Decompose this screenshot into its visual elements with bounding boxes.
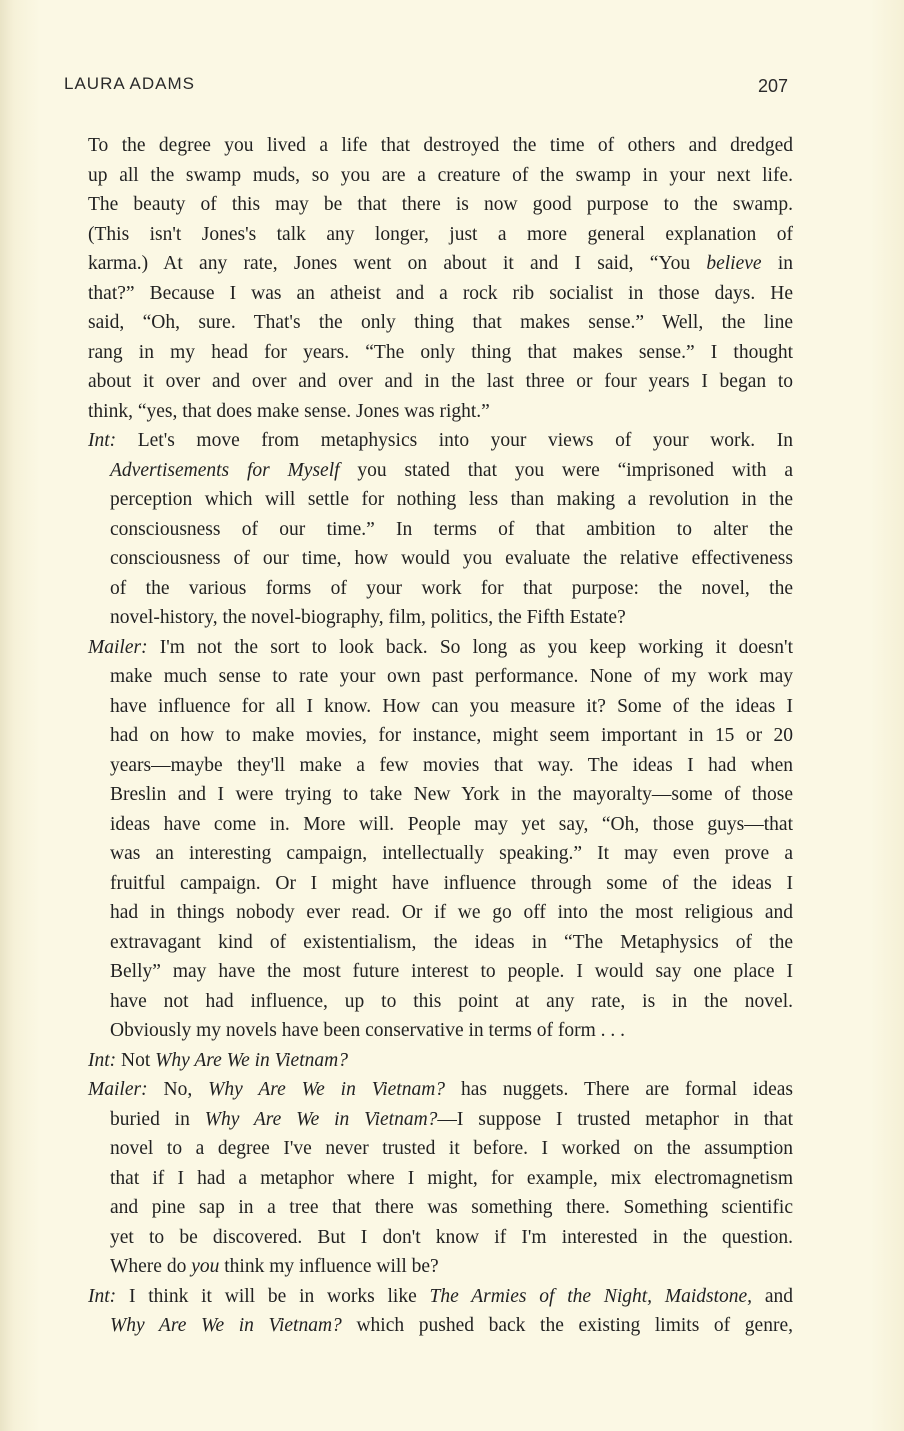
text-segment: The beauty of this may be that there is now good purpose to the swamp. — [88, 194, 793, 215]
italic-text: believe — [706, 253, 762, 274]
text-line — [88, 839, 793, 869]
text-segment: Obviously my novels have been conservative in terms of form . . . — [110, 1020, 626, 1041]
text-line — [88, 780, 793, 810]
text-line — [88, 928, 793, 958]
text-segment: Let's move from metaphysics into your views of your work. In — [116, 430, 793, 451]
text-segment: years—maybe they'll make a few movies that way. The ideas I had when — [110, 754, 793, 776]
text-segment: had on how to make movies, for instance, might seem important in 15 or 20 — [110, 725, 793, 746]
text-line — [88, 810, 793, 840]
text-line — [88, 456, 793, 486]
text-line — [88, 898, 793, 928]
text-segment: was an interesting campaign, intellectually speaking.” It may even prove a — [110, 843, 793, 864]
italic-text: you — [191, 1256, 220, 1277]
italic-text: Int: — [88, 1049, 117, 1071]
text-segment: Not — [116, 1049, 156, 1071]
text-segment: —I suppose I trusted metaphor in that — [437, 1108, 793, 1130]
text-segment: think, “yes, that does make sense. Jones was right.” — [88, 400, 490, 422]
text-segment: Where do — [110, 1256, 192, 1277]
text-segment: of the various forms of your work for that purpose: the novel, the — [110, 577, 793, 599]
running-head: LAURA ADAMS — [64, 74, 195, 93]
text-segment: Breslin and I were trying to take New York in the mayoralty—some of those — [110, 784, 793, 805]
text-line — [88, 131, 793, 161]
text-segment: No, — [147, 1079, 209, 1100]
text-line — [88, 426, 793, 456]
text-line — [88, 1016, 793, 1046]
text-segment: novel-history, the novel-biography, film, politics, the Fifth Estate? — [110, 607, 626, 628]
text-line — [88, 1282, 793, 1312]
text-line — [88, 574, 793, 604]
text-segment: have influence for all I know. How can you measure it? Some of the ideas I — [110, 695, 793, 717]
text-line — [88, 1075, 793, 1105]
text-line — [88, 279, 793, 309]
page-number: 207 — [758, 76, 789, 96]
text-segment: that if I had a metaphor where I might, for example, mix electromagnetism — [110, 1167, 793, 1189]
text-segment: fruitful campaign. Or I might have influence through some of the ideas I — [110, 872, 793, 894]
text-segment: in — [761, 253, 793, 274]
text-segment: had in things nobody ever read. Or if we go off into the most religious and — [110, 902, 793, 923]
text-segment: you stated that you were “imprisoned with a — [339, 459, 793, 481]
text-line — [88, 1134, 793, 1164]
text-line — [88, 397, 793, 427]
text-line — [88, 515, 793, 545]
text-segment: make much sense to rate your own past performance. None of my work may — [110, 666, 793, 687]
italic-text: Why Are We in Vietnam? — [204, 1108, 438, 1130]
text-segment: said, “Oh, sure. That's the only thing that makes sense.” Well, the line — [88, 312, 793, 333]
italic-text: Why Are We in Vietnam? — [155, 1049, 348, 1071]
text-line — [88, 1193, 793, 1223]
text-segment: ideas have come in. More will. People may yet say, “Oh, those guys—that — [110, 813, 793, 835]
text-segment: think my influence will be? — [219, 1256, 439, 1277]
text-segment: which pushed back the existing limits of genre, — [341, 1315, 793, 1336]
text-segment: have not had influence, up to this point at any rate, is in the novel. — [110, 990, 793, 1012]
text-line — [88, 1252, 793, 1282]
text-line — [88, 603, 793, 633]
text-segment: Belly” may have the most future interest to people. I would say one place I — [110, 961, 793, 982]
italic-text: Why Are We in Vietnam? — [110, 1315, 342, 1336]
italic-text: Mailer: — [88, 636, 148, 658]
text-line — [88, 869, 793, 899]
text-segment: and — [752, 1285, 793, 1307]
text-line — [88, 1164, 793, 1194]
italic-text: Why Are We in Vietnam? — [208, 1079, 446, 1100]
text-line — [88, 1223, 793, 1253]
text-segment: yet to be discovered. But I don't know if I'm interested in the question. — [110, 1226, 793, 1248]
text-segment: extravagant kind of existentialism, the ideas in “The Metaphysics of the — [110, 931, 793, 953]
text-segment: novel to a degree I've never trusted it before. I worked on the assumption — [110, 1138, 793, 1159]
text-segment: perception which will settle for nothing less than making a revolution in the — [110, 489, 793, 510]
page-body — [88, 131, 793, 1341]
text-line — [88, 692, 793, 722]
text-line — [88, 633, 793, 663]
italic-text: The Armies of the Night, Maidstone, — [429, 1285, 753, 1307]
text-line — [88, 220, 793, 250]
text-line — [88, 721, 793, 751]
text-segment: that?” Because I was an atheist and a rock rib socialist in those days. He — [88, 282, 793, 304]
text-line — [88, 190, 793, 220]
italic-text: Mailer: — [88, 1079, 148, 1100]
text-line — [88, 161, 793, 191]
text-segment: has nuggets. There are formal ideas — [445, 1079, 793, 1100]
text-line — [88, 1311, 793, 1341]
text-line — [88, 987, 793, 1017]
text-segment: and pine sap in a tree that there was something there. Something scientific — [110, 1197, 793, 1218]
text-line — [88, 544, 793, 574]
text-line — [88, 485, 793, 515]
text-line — [88, 249, 793, 279]
text-line — [88, 662, 793, 692]
text-segment: consciousness of our time, how would you evaluate the relative effectiveness — [110, 548, 793, 569]
text-line — [88, 338, 793, 368]
text-line — [88, 367, 793, 397]
text-line — [88, 1105, 793, 1135]
italic-text: Int: — [88, 430, 117, 451]
text-segment: I think it will be in works like — [116, 1285, 430, 1307]
italic-text: Advertisements for Myself — [110, 459, 340, 481]
text-line — [88, 1046, 793, 1076]
italic-text: Int: — [88, 1285, 117, 1307]
text-segment: I'm not the sort to look back. So long as you keep working it doesn't — [147, 636, 793, 658]
text-line — [88, 308, 793, 338]
text-segment: buried in — [110, 1108, 205, 1130]
text-segment: up all the swamp muds, so you are a creature of the swamp in your next life. — [88, 164, 793, 186]
text-line — [88, 751, 793, 781]
text-segment: karma.) At any rate, Jones went on about it and I said, “You — [88, 253, 707, 274]
text-line — [88, 957, 793, 987]
text-segment: consciousness of our time.” In terms of that ambition to alter the — [110, 518, 793, 540]
text-segment: rang in my head for years. “The only thing that makes sense.” I thought — [88, 341, 793, 363]
text-segment: (This isn't Jones's talk any longer, just a more general explanation of — [88, 223, 793, 245]
text-segment: about it over and over and over and in the last three or four years I began to — [88, 371, 793, 392]
text-segment: To the degree you lived a life that destroyed the time of others and dredged — [88, 135, 793, 156]
